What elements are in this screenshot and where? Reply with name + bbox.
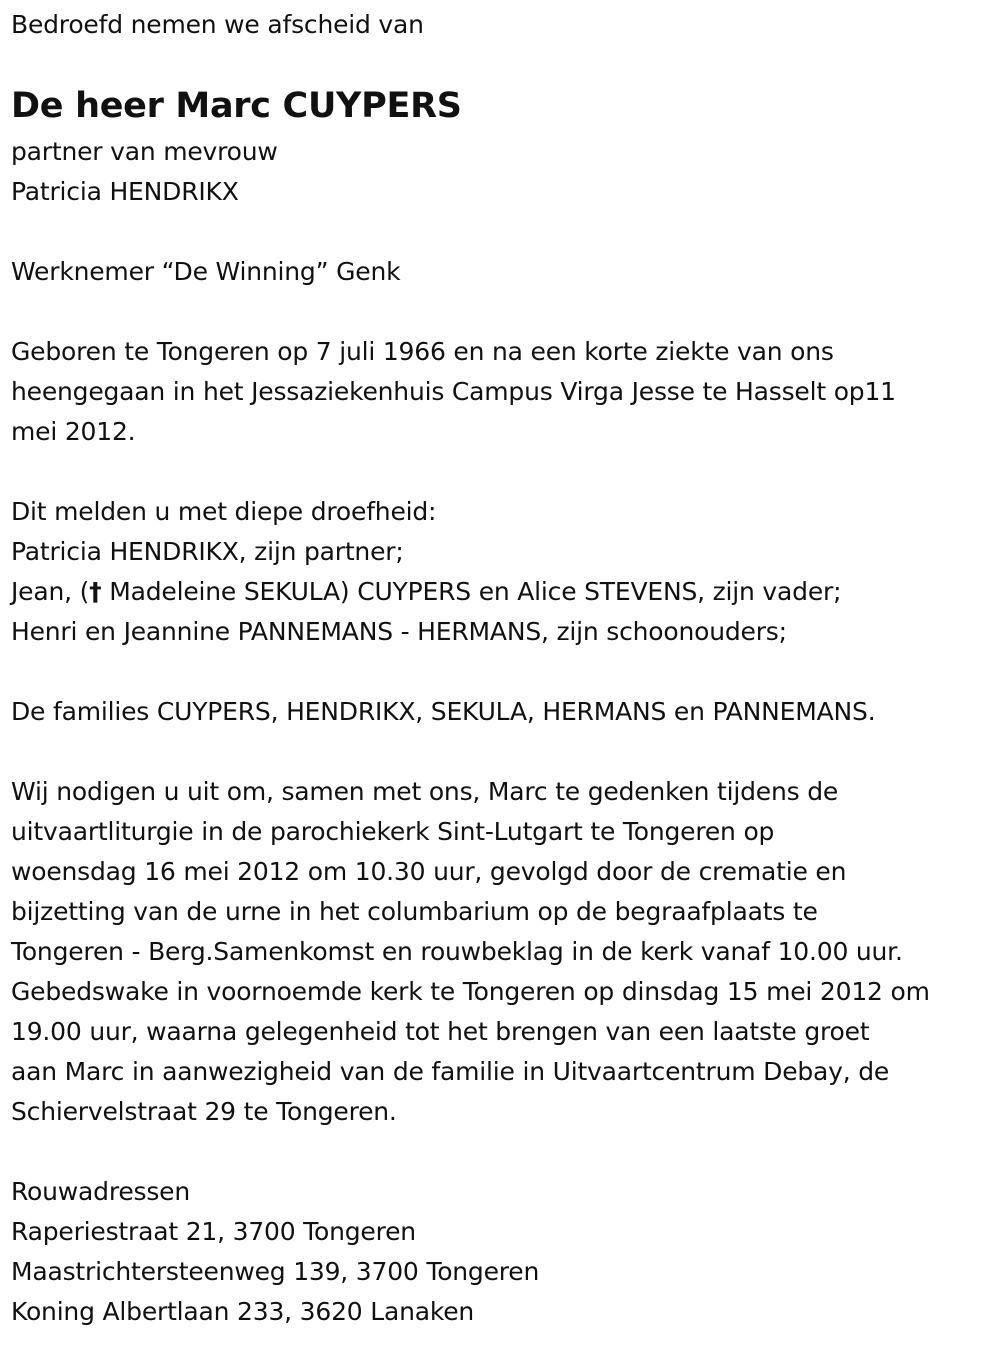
invitation-line: Schiervelstraat 29 te Tongeren.	[11, 1097, 397, 1126]
partner-name-line: Patricia HENDRIKX	[11, 177, 239, 206]
spacer	[11, 732, 991, 772]
spacer	[11, 212, 991, 252]
birth-death-line: Geboren te Tongeren op 7 juli 1966 en na een korte ziekte van ons	[11, 337, 834, 366]
address-line: Maastrichtersteenweg 139, 3700 Tongeren	[11, 1257, 540, 1286]
invitation-line: aan Marc in aanwezigheid van de familie in Uitvaartcentrum Debay, de	[11, 1057, 890, 1086]
mourner-line: Henri en Jeannine PANNEMANS - HERMANS, zijn schoonouders;	[11, 617, 787, 646]
intro-text: Bedroefd nemen we afscheid van	[11, 10, 424, 39]
invitation-line: 19.00 uur, waarna gelegenheid tot het brengen van een laatste groet	[11, 1017, 870, 1046]
invitation-line: bijzetting van de urne in het columbarium op de begraafplaats te	[11, 897, 818, 926]
spacer	[11, 292, 991, 332]
employer-line: Werknemer “De Winning” Genk	[11, 257, 401, 286]
invitation-line: uitvaartliturgie in de parochiekerk Sint-Lutgart te Tongeren op	[11, 817, 775, 846]
invitation-line: woensdag 16 mei 2012 om 10.30 uur, gevolgd door de crematie en	[11, 857, 847, 886]
partner-line: partner van mevrouw	[11, 137, 278, 166]
mourner-text: Jean, (	[11, 577, 90, 606]
birth-death-line: heengegaan in het Jessaziekenhuis Campus Virga Jesse te Hasselt op11	[11, 377, 896, 406]
addresses-heading: Rouwadressen	[11, 1177, 191, 1206]
invitation-line: Gebedswake in voornoemde kerk te Tongeren op dinsdag 15 mei 2012 om	[11, 977, 930, 1006]
deceased-name-title: De heer Marc CUYPERS	[11, 86, 462, 126]
mourners-heading: Dit melden u met diepe droefheid:	[11, 497, 437, 526]
invitation-line: Wij nodigen u uit om, samen met ons, Marc te gedenken tijdens de	[11, 777, 839, 806]
spacer	[11, 1132, 991, 1172]
invitation-line: Tongeren - Berg.Samenkomst en rouwbeklag in de kerk vanaf 10.00 uur.	[11, 937, 903, 966]
spacer	[11, 652, 991, 692]
address-line: Koning Albertlaan 233, 3620 Lanaken	[11, 1297, 475, 1326]
birth-death-line: mei 2012.	[11, 417, 136, 446]
spacer	[11, 452, 991, 492]
mourner-line	[11, 572, 991, 612]
families-line: De families CUYPERS, HENDRIKX, SEKULA, HERMANS en PANNEMANS.	[11, 697, 876, 726]
death-notice	[11, 0, 991, 1332]
mourner-text: Madeleine SEKULA) CUYPERS en Alice STEVENS, zijn vader;	[101, 577, 842, 606]
cross-icon: †	[89, 577, 102, 606]
address-line: Raperiestraat 21, 3700 Tongeren	[11, 1217, 416, 1246]
mourner-line: Patricia HENDRIKX, zijn partner;	[11, 537, 404, 566]
